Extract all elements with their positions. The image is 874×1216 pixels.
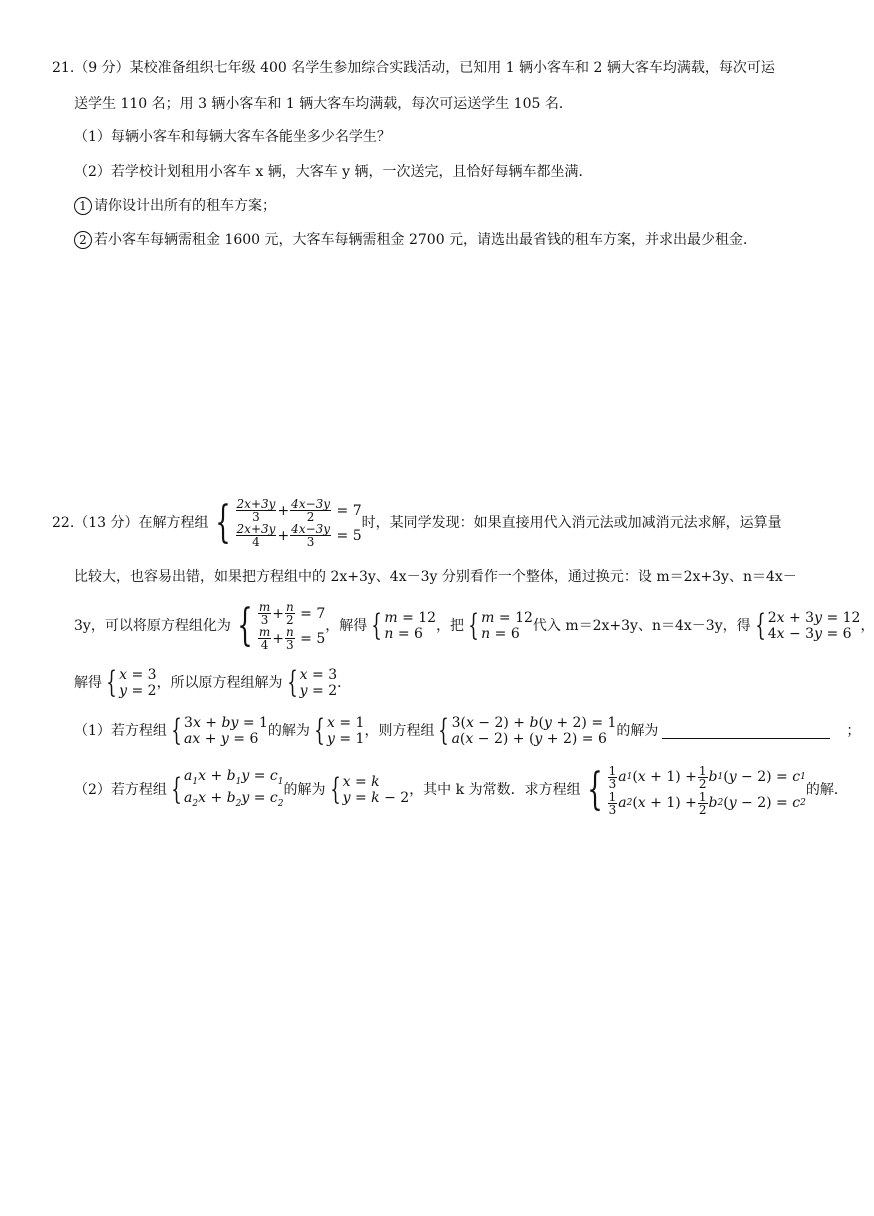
circled-number-1: 1 [74,197,92,215]
mn-solution: { m = 12 n = 6 [371,608,437,643]
q22-intro-prefix: 22.（13 分）在解方程组 [52,515,209,531]
q21-line2: 送学生 110 名；用 3 辆小客车和 1 辆大客车均满载，每次可运送学生 105 名． [74,96,573,112]
q22-line3-d: 代入 m＝2x+3y、n＝4x－3y，得 [532,618,751,634]
p1-shifted-system: { 3(x − 2) + b(y + 2) = 1 a(x − 2) + (y + 2) = 6 [438,713,617,748]
q21-part1: （1）每辆小客车和每辆大客车各能坐多少名学生？ [74,129,391,145]
q22-p1-c: ，则方程组 [364,723,435,739]
original-system: { $\frac{2x+3y}{3}$ + $\frac{4x-3y}{2}$ = 7 $\frac{2x+3y}{4}$ + $\frac{4x-3y}{3}$ = 5 [214,497,362,549]
q21-line1: 21.（9 分）某校准备组织七年级 400 名学生参加综合实践活动，已知用 1 辆小客车和 2 辆大客车均满载，每次可运 [52,60,775,76]
q22-intro [52,496,782,550]
q22-line3 [74,600,874,652]
q22-line3-a: 3y，可以将原方程组化为 [74,618,231,634]
q22-p1-b: 的解为 [267,723,310,739]
q22-part2 [74,760,848,820]
q22-intro-suffix: 时，某同学发现：如果直接用代入消元法或加减消元法求解，运算量 [361,515,782,531]
q22-line3-c: ，把 [436,618,465,634]
p2-system: { $a_1x + b_1y = c_1$ $a_2x + b_2y = c_2$ [171,768,284,809]
q21-sub2 [74,230,757,250]
p1-solution: { x = 1 y = 1 [314,713,365,748]
q22-p2-c: ，其中 k 为常数．求方程组 [409,782,581,798]
q22-p1-e: ； [846,723,861,739]
q22-line4-b: ，所以原方程组解为 [156,675,283,691]
mn-system: { $\frac{m}{3}$ + $\frac{n}{2}$ = 7 $\frac{m}{4}$ + $\frac{n}{3}$ = 5 [237,600,326,652]
circled-number-2: 2 [74,231,92,249]
q22-line3-e: ， [860,618,874,634]
q22-line4-c: ． [337,675,352,691]
original-solution: { x = 3 y = 2 [286,665,338,700]
q22-line3-b: ，解得 [325,618,368,634]
q22-p2-b: 的解为 [283,782,326,798]
q22-p1-d: 的解为 [616,723,659,739]
p1-system: { 3x + by = 1 ax + y = 6 [171,713,268,748]
xy-linear-system: { 2x + 3y = 12 4x − 3y = 6 [754,608,861,643]
mn-solution-repeat: { m = 12 n = 6 [468,608,533,643]
q22-part1 [74,713,860,749]
q22-line2: 比较大，也容易出错，如果把方程组中的 2x+3y、4x－3y 分别看作一个整体，通过换元：设 m＝2x+3y、n＝4x－ [74,569,797,585]
p2-target-system: { $\frac{1}{3}$ a 1 ( x + 1) + $\frac{1}{2}$ b 1 ( y − 2) = c 1 $\frac{1}{3}$ a 2 ( x + 1) + $\frac{1}{2}$ b 2 ( y − 2) = c 2 [586,763,806,817]
xy-solution: { x = 3 y = 2 [106,665,157,700]
q22-p2-d: 的解． [805,782,848,798]
p2-solution: { x = k y = k − 2 [329,772,410,807]
q21-part2: （2）若学校计划租用小客车 x 辆，大客车 y 辆，一次送完，且恰好每辆车都坐满． [74,164,593,180]
q21-sub1-text: 请你设计出所有的租车方案； [94,198,276,214]
q22-p2-a: （2）若方程组 [74,782,167,798]
answer-blank[interactable] [662,724,830,739]
q22-line4 [74,665,351,701]
q21-sub2-text: 若小客车每辆需租金 1600 元，大客车每辆需租金 2700 元，请选出最省钱的租车方案，并求出最少租金． [94,232,758,248]
q21-sub1 [74,196,276,216]
q22-line4-a: 解得 [74,675,102,691]
q22-p1-a: （1）若方程组 [74,723,167,739]
